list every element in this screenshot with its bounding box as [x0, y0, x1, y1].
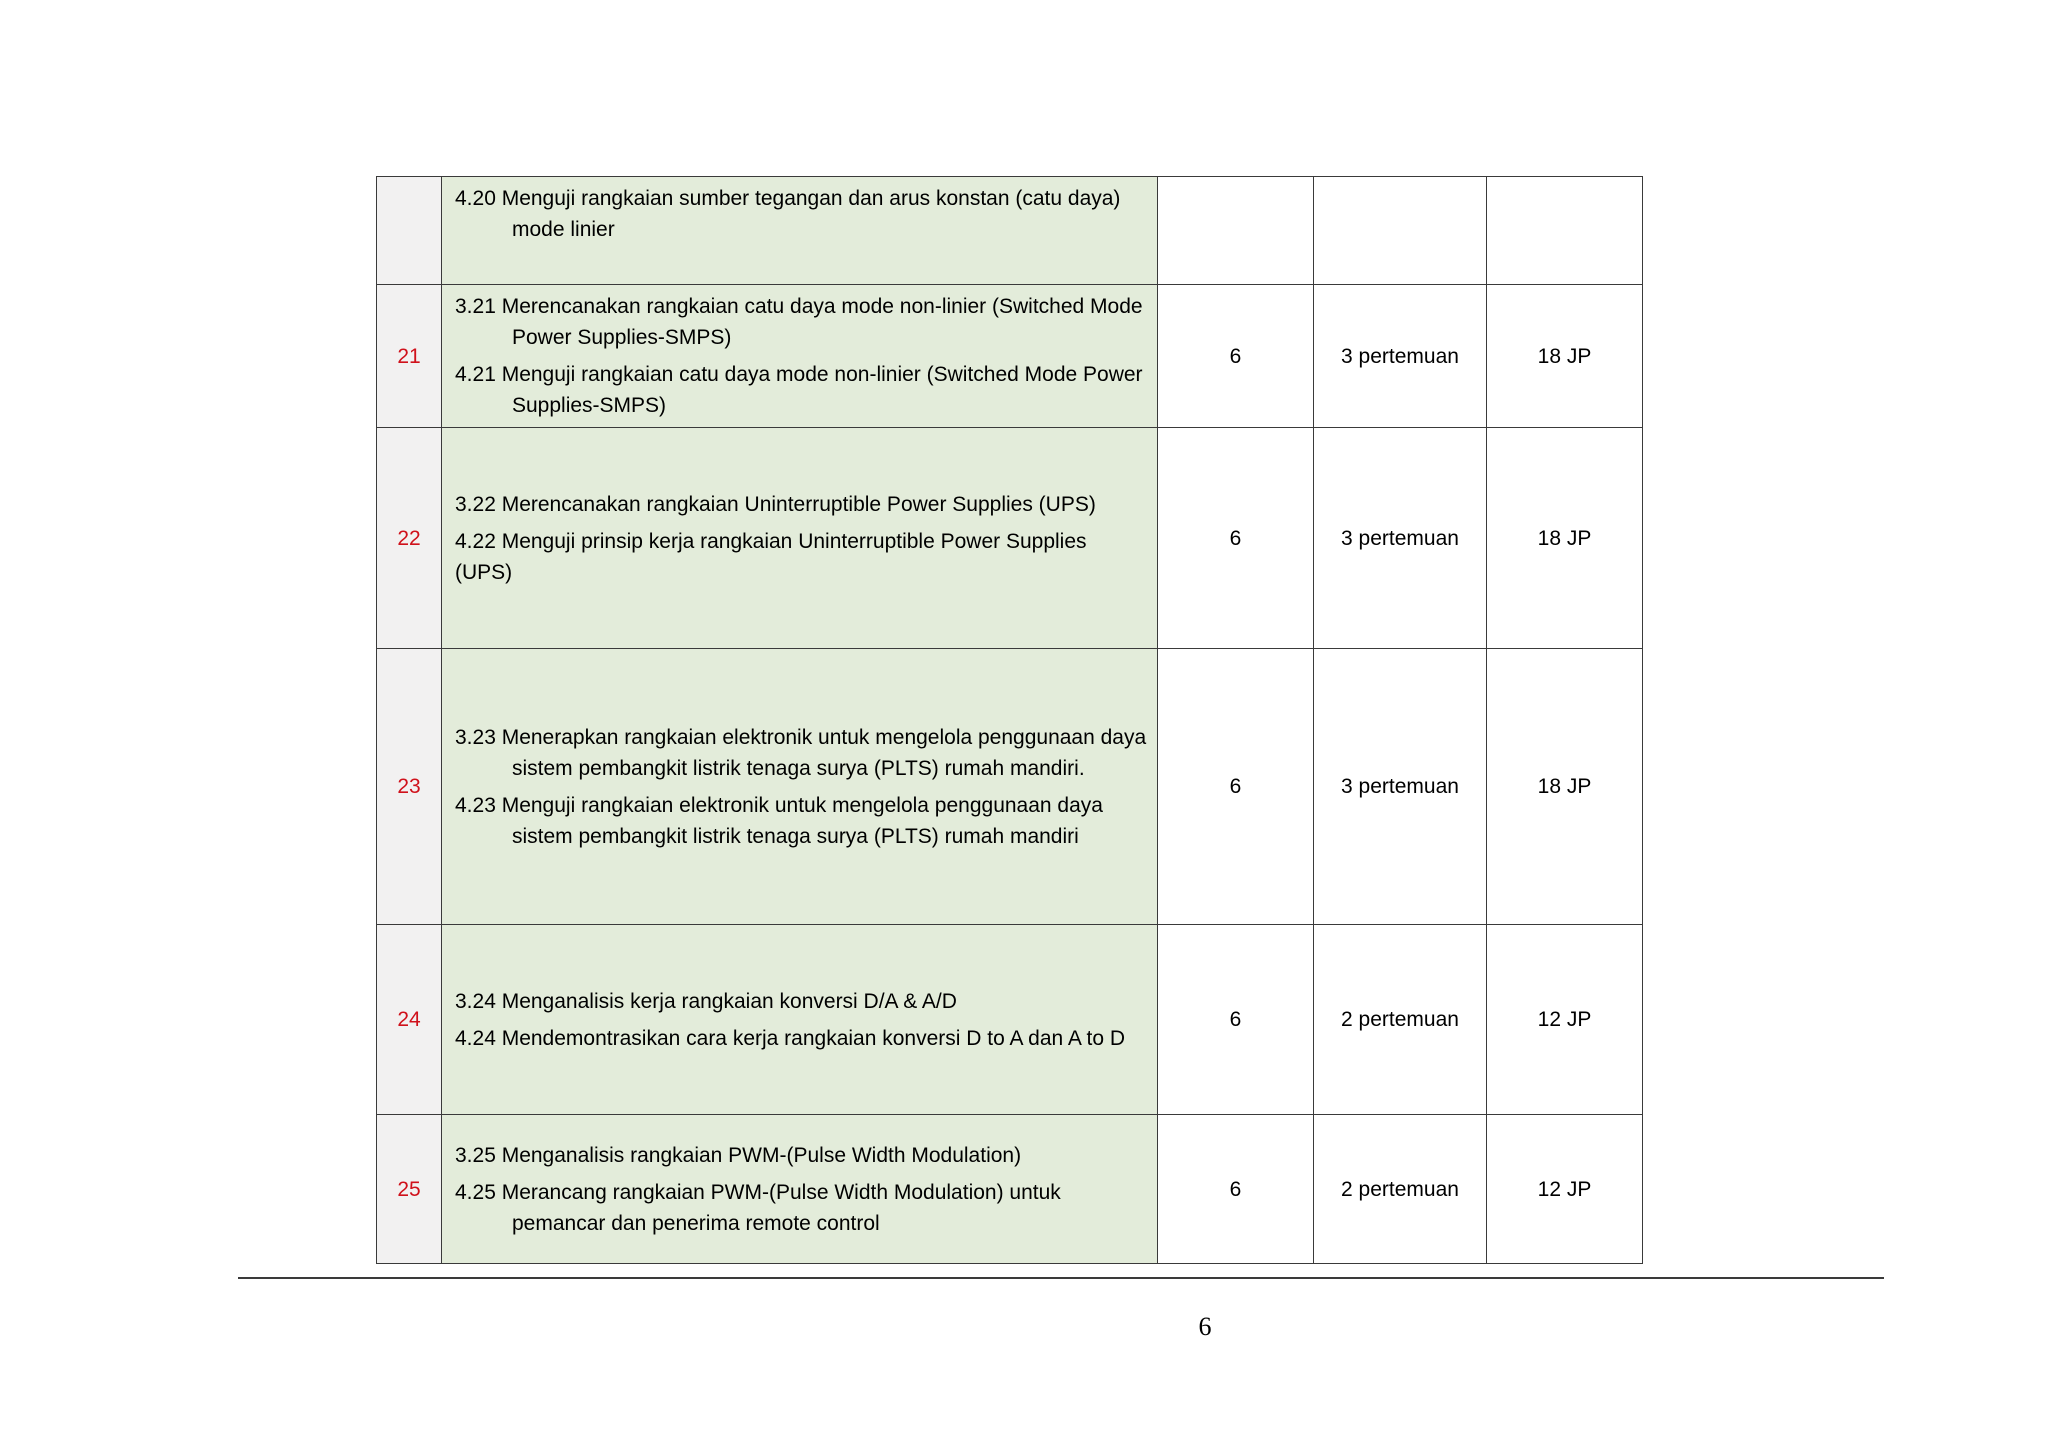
table-row: [377, 925, 1643, 1115]
table-row: [377, 649, 1643, 925]
meetings-value: 2 pertemuan: [1314, 925, 1487, 1115]
competency-text: 4.25 Merancang rangkaian PWM-(Pulse Width Modulation) untuk pemancar dan penerima remote control: [455, 1180, 1061, 1235]
row-number-cell: [377, 177, 442, 285]
competency-text: 3.24 Menganalisis kerja rangkaian konversi D/A & A/D: [455, 989, 957, 1013]
jp-value: 18 JP: [1487, 649, 1643, 925]
competency-text: 3.21 Merencanakan rangkaian catu daya mode non-linier (Switched Mode Power Supplies-SMPS): [455, 295, 1143, 349]
row-number: 24: [377, 925, 442, 1115]
row-number: 23: [377, 649, 442, 925]
week-value: 6: [1158, 649, 1314, 925]
week-value: 6: [1158, 925, 1314, 1115]
competency-text: 3.25 Menganalisis rangkaian PWM-(Pulse Width Modulation): [455, 1143, 1022, 1167]
competency-text: 4.23 Menguji rangkaian elektronik untuk mengelola penggunaan daya sistem pembangkit listrik tenaga surya (PLTS) rumah mandiri: [455, 793, 1103, 848]
jp-value: 12 JP: [1487, 1115, 1643, 1264]
competency-cell: [442, 1115, 1158, 1264]
page-number: 6: [1198, 1312, 1212, 1341]
jp-cell: [1487, 177, 1643, 285]
meetings-value: 3 pertemuan: [1314, 428, 1487, 649]
row-number: 25: [377, 1115, 442, 1264]
jp-value: 18 JP: [1487, 285, 1643, 428]
table-row: [377, 177, 1643, 285]
table-row: [377, 428, 1643, 649]
meetings-value: 2 pertemuan: [1314, 1115, 1487, 1264]
competency-cell: [442, 177, 1158, 285]
meetings-value: 3 pertemuan: [1314, 649, 1487, 925]
competency-text: 3.23 Menerapkan rangkaian elektronik untuk mengelola penggunaan daya sistem pembangkit listrik tenaga surya (PLTS) rumah mandiri.: [455, 725, 1147, 780]
competency-text: 4.22 Menguji prinsip kerja rangkaian Uninterruptible Power Supplies (UPS): [455, 529, 1087, 584]
row-number: 22: [377, 428, 442, 649]
competency-cell: [442, 925, 1158, 1115]
footer-divider: [238, 1277, 1884, 1279]
competency-text: 4.21 Menguji rangkaian catu daya mode non-linier (Switched Mode Power Supplies-SMPS): [455, 363, 1143, 417]
jp-value: 18 JP: [1487, 428, 1643, 649]
week-value: 6: [1158, 285, 1314, 428]
week-value: 6: [1158, 428, 1314, 649]
meetings-cell: [1314, 177, 1487, 285]
jp-value: 12 JP: [1487, 925, 1643, 1115]
competency-text: 3.22 Merencanakan rangkaian Uninterruptible Power Supplies (UPS): [455, 492, 1096, 516]
competency-text: 4.20 Menguji rangkaian sumber tegangan dan arus konstan (catu daya) mode linier: [455, 187, 1121, 241]
competency-cell: [442, 285, 1158, 428]
week-value: 6: [1158, 1115, 1314, 1264]
meetings-value: 3 pertemuan: [1314, 285, 1487, 428]
competency-cell: [442, 428, 1158, 649]
week-cell: [1158, 177, 1314, 285]
competency-table: [376, 176, 1643, 1264]
table-row: [377, 285, 1643, 428]
row-number: 21: [377, 285, 442, 428]
competency-text: 4.24 Mendemontrasikan cara kerja rangkaian konversi D to A dan A to D: [455, 1026, 1126, 1050]
table-row: [377, 1115, 1643, 1264]
competency-cell: [442, 649, 1158, 925]
